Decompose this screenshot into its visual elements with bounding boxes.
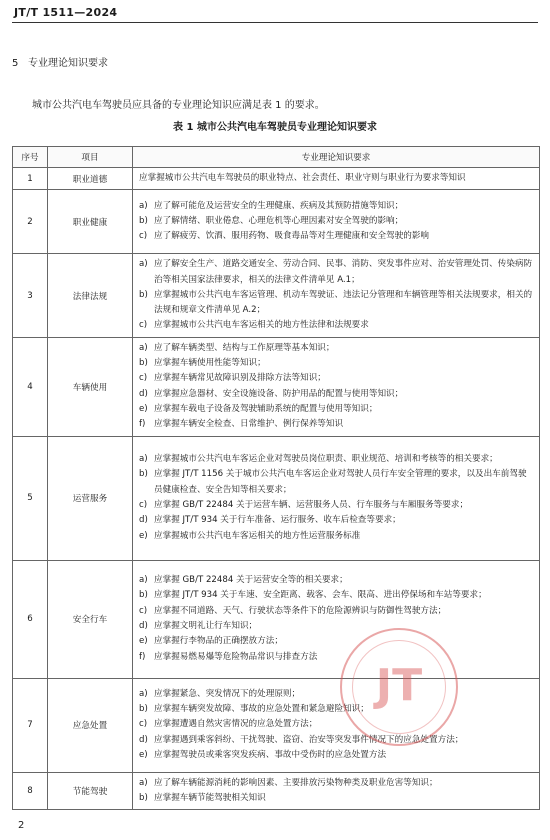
table-row <box>13 772 540 810</box>
requirement-text: 应掌握紧急、突发情况下的处理原则； <box>154 688 301 699</box>
row-requirements <box>133 678 540 772</box>
requirement-item <box>139 687 533 702</box>
row-number: 2 <box>13 190 48 254</box>
section-heading <box>12 54 108 69</box>
header-no: 序号 <box>13 147 48 168</box>
row-item: 节能驾驶 <box>48 772 133 810</box>
requirement-marker: e) <box>139 750 148 760</box>
row-item: 法律法规 <box>48 254 133 337</box>
requirement-item <box>139 776 533 791</box>
table-row <box>13 560 540 678</box>
requirement-text: 应了解车辆类型、结构与工作原理等基本知识； <box>154 342 335 353</box>
requirement-marker: b) <box>139 469 148 480</box>
header-requirements: 专业理论知识要求 <box>133 147 540 168</box>
requirement-marker: e) <box>139 636 148 647</box>
row-number: 1 <box>13 168 48 190</box>
requirement-item <box>139 371 533 386</box>
row-requirements <box>133 254 540 337</box>
requirement-item <box>139 529 533 544</box>
page-number: 2 <box>18 820 25 831</box>
requirement-marker: b) <box>139 358 148 369</box>
stamp-logo: JT <box>375 660 423 711</box>
requirement-marker: a) <box>139 454 148 465</box>
requirement-marker: a) <box>139 575 148 586</box>
requirement-marker: c) <box>139 719 148 730</box>
requirement-item <box>139 467 533 498</box>
requirement-item <box>139 452 533 467</box>
requirement-item <box>139 498 533 513</box>
row-number: 4 <box>13 337 48 436</box>
header-rule <box>12 22 538 23</box>
requirement-marker: c) <box>139 373 148 384</box>
table-row <box>13 190 540 254</box>
requirement-text: 应掌握遇到乘客斜纷、干扰驾驶、盗窃、治安等突发事件情况下的应急处置方法； <box>154 734 464 745</box>
requirement-item <box>139 733 533 748</box>
requirement-text: 应掌握 JT/T 1156 关于城市公共汽电车客运企业对驾驶人员行车安全管理的要求，以及出车前驾驶员健康检查、安全告知等相关要求； <box>154 469 527 495</box>
requirement-item <box>139 717 533 732</box>
requirement-marker: b) <box>139 289 148 300</box>
requirement-item <box>139 604 533 619</box>
requirement-item <box>139 417 533 432</box>
requirement-item <box>139 513 533 528</box>
requirement-text: 应掌握城市公共汽电车客运管理、机动车驾驶证、违法记分管理和车辆管理等相关法规要求，相关的法规和规章文件清单见 A.2； <box>154 289 533 316</box>
requirement-text: 应掌握车辆常见故障识别及排除方法等知识； <box>154 373 326 384</box>
row-requirements <box>133 436 540 560</box>
requirement-text: 应了解可能危及运营安全的生理健康、疾病及其预防措施等知识； <box>154 200 404 211</box>
requirement-marker: e) <box>139 403 148 414</box>
requirement-text: 应掌握城市公共汽电车客运相关的地方性运营服务标准 <box>154 530 361 541</box>
requirement-item <box>139 257 533 288</box>
requirement-text: 应了解疲劳、饮酒、服用药物、吸食毒品等对生理健康和安全驾驶的影响 <box>154 231 430 242</box>
requirement-item: 应掌握城市公共汽电车驾驶员的职业特点、社会责任、职业守则与职业行为要求等知识 <box>139 173 466 183</box>
requirement-marker: d) <box>139 734 148 745</box>
requirement-item <box>139 356 533 371</box>
requirement-marker: f) <box>139 651 146 662</box>
row-number: 5 <box>13 436 48 560</box>
jt-watermark-stamp <box>340 628 458 746</box>
row-item: 运营服务 <box>48 436 133 560</box>
requirement-text: 应掌握易燃易爆等危险物品常识与排查方法 <box>154 651 318 662</box>
requirement-item <box>139 588 533 603</box>
requirement-item <box>139 650 533 665</box>
section-number: 5 <box>12 58 19 69</box>
row-number: 8 <box>13 772 48 810</box>
requirement-text: 应了解情绪、职业倦怠、心理危机等心理因素对安全驾驶的影响； <box>154 216 404 227</box>
requirement-marker: e) <box>139 530 148 541</box>
header-item: 项目 <box>48 147 133 168</box>
requirement-marker: d) <box>139 515 148 526</box>
requirement-item <box>139 341 533 356</box>
intro-paragraph: 城市公共汽电车驾驶员应具备的专业理论知识应满足表 1 的要求。 <box>32 100 325 111</box>
row-requirements <box>133 337 540 436</box>
requirement-marker: c) <box>139 320 148 331</box>
requirement-marker: c) <box>139 231 148 242</box>
requirement-marker: c) <box>139 500 148 511</box>
requirement-item <box>139 634 533 649</box>
requirement-text: 应掌握 GB/T 22484 关于运营车辆、运营服务人员、行车服务与车厢服务等要求； <box>154 500 469 511</box>
requirement-item <box>139 288 533 319</box>
requirement-item <box>139 573 533 588</box>
table-header-row <box>13 147 540 168</box>
requirement-marker: f) <box>139 419 146 430</box>
requirements-table <box>12 146 540 810</box>
row-number: 6 <box>13 560 48 678</box>
requirement-text: 应掌握不同道路、天气、行驶状态等条件下的危险源辨识与防御性驾驶方法； <box>154 605 447 616</box>
requirement-marker: b) <box>139 590 148 601</box>
table-row <box>13 436 540 560</box>
requirement-marker: b) <box>139 792 148 803</box>
requirement-text: 应掌握 GB/T 22484 关于运营安全等的相关要求； <box>154 575 348 586</box>
requirement-item <box>139 214 533 229</box>
requirement-text: 应掌握行李物品的正确摆放方法； <box>154 636 283 647</box>
requirement-item <box>139 229 533 244</box>
requirement-item <box>139 402 533 417</box>
requirement-item <box>139 748 533 763</box>
requirement-marker: d) <box>139 621 148 632</box>
requirement-marker: a) <box>139 777 148 788</box>
requirement-item <box>139 791 533 806</box>
table-row <box>13 678 540 772</box>
requirement-item <box>139 387 533 402</box>
requirement-text: 应掌握车辆安全检查、日常维护、例行保养等知识 <box>154 419 344 430</box>
requirement-marker: a) <box>139 259 148 270</box>
requirement-marker: a) <box>139 342 148 353</box>
requirement-text: 应掌握车载电子设备及驾驶辅助系统的配置与使用等知识； <box>154 403 378 414</box>
row-item: 车辆使用 <box>48 337 133 436</box>
requirement-text: 应掌握车辆节能驾驶相关知识 <box>154 792 266 803</box>
table-body <box>13 168 540 810</box>
row-number: 7 <box>13 678 48 772</box>
row-requirements <box>133 772 540 810</box>
table-caption: 表 1 城市公共汽电车驾驶员专业理论知识要求 <box>173 122 377 133</box>
requirement-marker: b) <box>139 216 148 227</box>
requirement-text: 应掌握城市公共汽电车客运企业对驾驶员岗位职责、职业规范、培训和考核等的相关要求； <box>154 454 498 465</box>
requirement-text: 应掌握车辆使用性能等知识； <box>154 358 266 369</box>
section-title: 专业理论知识要求 <box>28 58 108 69</box>
requirement-marker: b) <box>139 704 148 715</box>
requirement-marker: d) <box>139 388 148 399</box>
requirement-text: 应掌握城市公共汽电车客运相关的地方性法律和法规要求 <box>154 320 369 331</box>
requirement-item <box>139 702 533 717</box>
requirement-item <box>139 318 533 333</box>
row-number: 3 <box>13 254 48 337</box>
requirement-marker: a) <box>139 200 148 211</box>
requirement-item <box>139 199 533 214</box>
requirement-text: 应掌握应急器材、安全设施设备、防护用品的配置与使用等知识； <box>154 388 404 399</box>
requirement-item <box>139 619 533 634</box>
requirement-marker: a) <box>139 688 148 699</box>
requirement-text: 应了解车辆能源消耗的影响因素、主要排放污染物种类及职业危害等知识； <box>154 777 438 788</box>
requirement-text: 应掌握 JT/T 934 关于车速、安全距离、载客、会车、限高、进出停保场和车站等要求； <box>154 590 487 601</box>
requirement-text: 应掌握遭遇自然灾害情况的应急处置方法； <box>154 719 318 730</box>
requirement-text: 应掌握文明礼让行车知识； <box>154 621 258 632</box>
row-item: 安全行车 <box>48 560 133 678</box>
requirement-text: 应掌握车辆突发故障、事故的应急处置和紧急避险知识； <box>154 704 369 715</box>
row-item: 应急处置 <box>48 678 133 772</box>
row-requirements <box>133 168 540 190</box>
requirement-marker: c) <box>139 605 148 616</box>
row-item: 职业健康 <box>48 190 133 254</box>
requirement-text: 应掌握驾驶员或乘客突发疾病、事故中受伤时的应急处置方法 <box>154 750 387 760</box>
standard-id: JT/T 1511—2024 <box>14 6 118 19</box>
row-requirements <box>133 560 540 678</box>
table-row <box>13 168 540 190</box>
table-row <box>13 254 540 337</box>
row-requirements <box>133 190 540 254</box>
table-row <box>13 337 540 436</box>
requirement-text: 应掌握 JT/T 934 关于行车准备、运行服务、收车后检查等要求； <box>154 515 401 526</box>
requirement-text: 应了解安全生产、道路交通安全、劳动合同、民事、消防、突发事件应对、治安管理处罚、传染病防治等相关国家法律要求，相关的法律文件清单见 A.1； <box>154 259 533 285</box>
row-item: 职业道德 <box>48 168 133 190</box>
